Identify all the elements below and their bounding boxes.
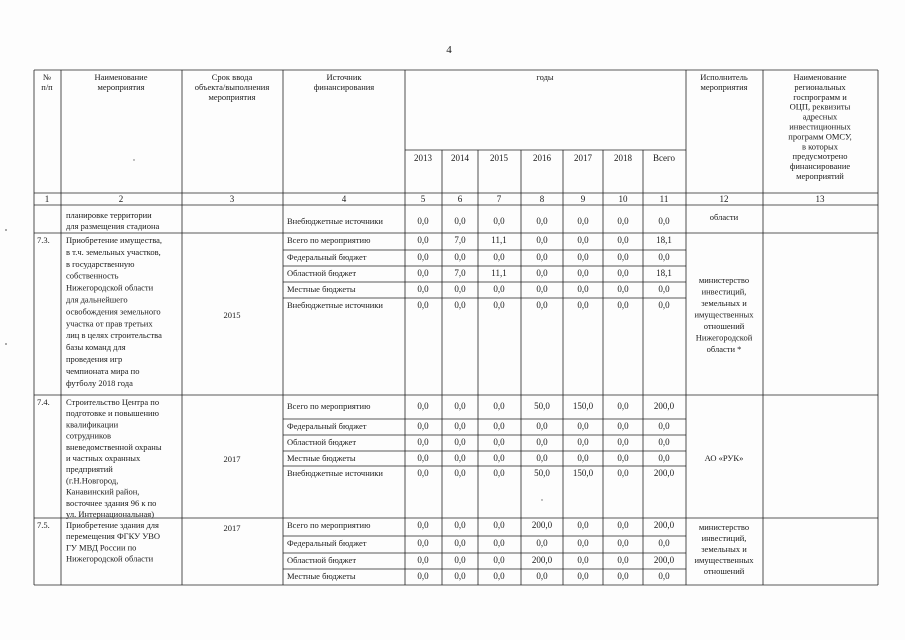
row_7_3-value: 0,0 <box>536 284 548 294</box>
row_7_3-executor-line: имущественных <box>694 309 754 320</box>
header-name-line1: Наименование <box>94 72 148 82</box>
row_7_5-value: 0,0 <box>536 538 548 548</box>
column-number: 7 <box>496 194 502 204</box>
row_7_3-value: 0,0 <box>417 268 429 278</box>
header-year-labels <box>414 153 676 163</box>
row_7_4-source-label: Всего по мероприятию <box>287 401 371 411</box>
row_7_3-source-label: Внебюджетные источники <box>287 300 383 310</box>
header-programs-line: инвестиционных <box>789 121 851 132</box>
header-term-line1: Срок ввода <box>211 72 253 82</box>
row_7_3-value: 0,0 <box>617 284 629 294</box>
row_7_3-name-line: лиц в целях строительства <box>66 330 162 341</box>
header-programs-line: предусмотрено <box>792 151 848 162</box>
row_7_5-name-line: перемещения ФГКУ УВО <box>66 531 161 542</box>
row_7_4-name-line: и частных охранных <box>66 453 141 463</box>
row_7_3-executor-line: инвестиций, <box>701 286 747 297</box>
header-years-title: годы <box>536 72 554 82</box>
row_7_5-value: 0,0 <box>658 571 670 581</box>
row_7_5-value: 0,0 <box>577 538 589 548</box>
row_7_3-value: 0,0 <box>493 252 505 262</box>
row-cont-value: 0,0 <box>658 216 670 226</box>
row_7_5-value: 200,0 <box>531 520 553 530</box>
row_7_3-name-line: для дальнейшего <box>66 294 128 305</box>
row-cont-name-line: планировке территории <box>66 210 152 220</box>
row_7_3-name-line: освобождения земельного <box>66 306 161 317</box>
row_7_3-executor-line: области * <box>706 344 742 354</box>
row_7_4-value: 0,0 <box>454 421 466 431</box>
row_7_3-term: 2015 <box>223 310 241 320</box>
row_7_3-value: 0,0 <box>617 235 629 245</box>
row_7_4-value: 0,0 <box>536 421 548 431</box>
row_7_4-name-line: подготовке и повышению <box>66 408 159 419</box>
row_7_3-value: 0,0 <box>577 235 589 245</box>
header-programs-line: региональных <box>794 81 846 92</box>
row_7_3-value: 0,0 <box>417 235 429 245</box>
row_7_3-value: 0,0 <box>536 268 548 278</box>
row_7_4-value: 0,0 <box>658 437 670 447</box>
row-cont-value: 0,0 <box>493 216 505 226</box>
row_7_3-executor-line: отношений <box>703 321 745 331</box>
year-header: 2018 <box>614 153 632 163</box>
row_7_3-source-label: Областной бюджет <box>287 268 357 278</box>
row-cont-executor: области <box>709 212 739 222</box>
row_7_3-value: 0,0 <box>577 284 589 294</box>
row_7_4-value: 0,0 <box>617 437 629 447</box>
row_7_3-value: 0,0 <box>577 300 589 310</box>
row_7_3-name-line: Нижегородской области <box>66 282 154 293</box>
row-cont-value: 0,0 <box>617 216 629 226</box>
row_7_5-value: 0,0 <box>417 520 429 530</box>
header-executor-line1: Исполнитель <box>700 72 748 82</box>
row_7_5-value: 0,0 <box>454 538 466 548</box>
row_7_3-source-label: Местные бюджеты <box>287 284 356 294</box>
row_7_3-value: 0,0 <box>417 300 429 310</box>
row_7_3-name-line: Приобретение имущества, <box>66 235 163 245</box>
row_7_3-value: 0,0 <box>658 284 670 294</box>
row_7_3-value: 0,0 <box>536 252 548 262</box>
row_7_4-value: 50,0 <box>534 468 550 478</box>
row_7_3-value: 0,0 <box>577 252 589 262</box>
row_7_5-term: 2017 <box>223 523 241 533</box>
row_7_3-value: 7,0 <box>454 268 466 278</box>
row_7_3-value: 18,1 <box>656 235 672 245</box>
row_7_4-value: 0,0 <box>536 437 548 447</box>
row_7_3-name-line: участка от прав третьих <box>66 318 153 329</box>
column-number: 6 <box>457 194 463 204</box>
header-source-line2: финансирования <box>313 82 375 92</box>
row_7_4-value: 150,0 <box>572 401 594 411</box>
row_7_4-value: 0,0 <box>577 437 589 447</box>
row_7_5-value: 0,0 <box>454 571 466 581</box>
row_7_5-value: 0,0 <box>617 571 629 581</box>
row_7_5-value: 0,0 <box>577 555 589 565</box>
row_7_3-value: 18,1 <box>656 268 672 278</box>
row_7_4-name-line: сотрудников <box>66 430 111 441</box>
row_7_4-value: 0,0 <box>658 453 670 463</box>
year-header: 2017 <box>574 153 592 163</box>
row_7_5-value: 200,0 <box>531 555 553 565</box>
row_7_4-value: 0,0 <box>454 468 466 478</box>
row_7_5-executor-line: инвестиций, <box>701 533 747 543</box>
year-header: 2015 <box>490 153 508 163</box>
row_7_4-executor-line: АО «РУК» <box>704 453 744 463</box>
column-numbers-row <box>45 194 825 204</box>
row_7_3-value: 0,0 <box>617 300 629 310</box>
column-number: 5 <box>420 194 426 204</box>
row_7_4-value: 0,0 <box>493 401 505 411</box>
column-number: 10 <box>618 194 628 204</box>
header-name-line2: мероприятия <box>97 82 145 92</box>
row_7_4-value: 0,0 <box>454 453 466 463</box>
row_7_4-name-line: предприятий <box>66 464 113 475</box>
row_7_5-value: 0,0 <box>417 571 429 581</box>
row_7_4-value: 0,0 <box>454 437 466 447</box>
row_7_3-value: 0,0 <box>454 284 466 294</box>
row_7_4-value: 0,0 <box>417 401 429 411</box>
row_7_4-name-line: Строительство Центра по <box>66 397 160 407</box>
column-number: 2 <box>118 194 124 204</box>
row_7_5-value: 0,0 <box>617 555 629 565</box>
column-number: 12 <box>719 194 729 204</box>
row_7_4-value: 0,0 <box>417 468 429 478</box>
column-number: 9 <box>580 194 586 204</box>
row_7_3-value: 0,0 <box>536 235 548 245</box>
header-term-line2: объекта/выполнения <box>194 82 270 92</box>
column-number: 11 <box>659 194 669 204</box>
row_7_4-value: 0,0 <box>417 437 429 447</box>
row_7_4-value: 0,0 <box>493 437 505 447</box>
row_7_3-source-label: Федеральный бюджет <box>287 252 367 262</box>
row_7_3-executor-line: Нижегородской <box>695 332 753 343</box>
row_7_5-executor-line: отношений <box>703 566 745 576</box>
row_7_5-executor-line: земельных и <box>701 544 747 554</box>
table-grid <box>34 70 878 585</box>
row_7_4-value: 0,0 <box>577 453 589 463</box>
row_7_3-value: 0,0 <box>493 300 505 310</box>
page-number: 4 <box>446 44 452 56</box>
row_7_5-value: 0,0 <box>493 571 505 581</box>
row_7_4-value: 0,0 <box>577 421 589 431</box>
row_7_4-value: 0,0 <box>454 401 466 411</box>
header-programs-line: программ ОМСУ, <box>788 131 852 142</box>
row_7_3-value: 0,0 <box>617 268 629 278</box>
row_7_4-source-label: Областной бюджет <box>287 437 357 447</box>
header-programs-line: в которых <box>801 141 839 152</box>
row_7_4-name-line: ул. Интернациональная) <box>66 509 155 519</box>
row_7_3-value: 0,0 <box>454 252 466 262</box>
row_7_4-name-line: (г.Н.Новгород, <box>66 475 119 486</box>
column-number: 3 <box>229 194 235 204</box>
row_7_4-value: 200,0 <box>653 468 675 478</box>
row_7_3-executor-line: земельных и <box>701 298 747 308</box>
row_7_3-name-line: проведения игр <box>66 354 123 364</box>
row_7_5-value: 0,0 <box>417 538 429 548</box>
row_7_3-value: 0,0 <box>658 300 670 310</box>
row_7_4-value: 0,0 <box>617 421 629 431</box>
row_7_3-value: 0,0 <box>454 300 466 310</box>
row_7_4-term: 2017 <box>223 454 241 464</box>
row_7_5-value: 200,0 <box>653 555 675 565</box>
header-term-line3: мероприятия <box>208 92 256 102</box>
header-programs <box>788 72 852 181</box>
row_7_4-value: 0,0 <box>617 468 629 478</box>
header-programs-line: ОЦП, реквизиты <box>789 101 851 112</box>
row_7_4-value: 0,0 <box>617 453 629 463</box>
row_7_5-source-label: Местные бюджеты <box>287 571 356 581</box>
row_7_5-value: 0,0 <box>577 520 589 530</box>
column-number: 8 <box>539 194 545 204</box>
header-programs-line: адресных <box>802 111 838 122</box>
row_7_3-executor-line: министерство <box>698 275 750 285</box>
year-header: 2014 <box>451 153 469 163</box>
row_7_5-value: 0,0 <box>454 520 466 530</box>
row_7_4-value: 0,0 <box>493 421 505 431</box>
row_7_5-source-label: Всего по мероприятию <box>287 520 371 530</box>
header-programs-line: госпрограмм и <box>793 91 847 102</box>
row_7_3-name-line: базы команд для <box>66 342 126 353</box>
row_7_3-value: 11,1 <box>491 268 507 278</box>
header-programs-line: финансирование <box>789 161 851 172</box>
row_7_4-value: 0,0 <box>658 421 670 431</box>
header-num-line1: № <box>42 72 52 82</box>
row_7_5-value: 0,0 <box>658 538 670 548</box>
row_7_4-value: 0,0 <box>417 421 429 431</box>
row_7_5-value: 0,0 <box>493 520 505 530</box>
row-cont-value: 0,0 <box>417 216 429 226</box>
row-cont-source: Внебюджетные источники <box>287 216 383 226</box>
row_7_3-name-line: чемпионата мира по <box>66 365 140 376</box>
row_7_5-value: 0,0 <box>617 520 629 530</box>
row_7_3-value: 0,0 <box>617 252 629 262</box>
row_7_5-value: 0,0 <box>536 571 548 581</box>
row-cont-name-line: для размещения стадиона <box>66 221 160 231</box>
row_7_3-num: 7.3. <box>37 235 50 245</box>
row_7_5-source-label: Областной бюджет <box>287 555 357 565</box>
row_7_3-value: 0,0 <box>417 252 429 262</box>
header-executor-line2: мероприятия <box>700 82 748 92</box>
row_7_3-value: 0,0 <box>658 252 670 262</box>
row_7_5-executor-line: имущественных <box>694 555 754 565</box>
row_7_3-value: 0,0 <box>417 284 429 294</box>
row_7_4-value: 0,0 <box>536 453 548 463</box>
row_7_4-num: 7.4. <box>37 397 50 407</box>
row_7_5-value: 0,0 <box>617 538 629 548</box>
row_7_4-name-line: восточнее здания 96 к по <box>66 497 157 508</box>
row_7_4-value: 50,0 <box>534 401 550 411</box>
row_7_4-name-line: Канавинский район, <box>66 486 140 497</box>
header-source-line1: Источник <box>326 72 362 82</box>
row_7_5-name-line: Приобретение здания для <box>66 520 159 530</box>
column-number: 4 <box>341 194 347 204</box>
row_7_3-name-line: футболу 2018 года <box>66 377 133 388</box>
row_7_4-value: 200,0 <box>653 401 675 411</box>
row_7_3-name-line: в государственную <box>66 258 135 269</box>
column-number: 1 <box>44 194 50 204</box>
row_7_5-value: 0,0 <box>577 571 589 581</box>
row_7_5-value: 0,0 <box>493 555 505 565</box>
year-header: Всего <box>652 153 676 163</box>
row_7_4-value: 0,0 <box>493 453 505 463</box>
row_7_5-name-line: Нижегородской области <box>66 553 154 564</box>
row_7_5-num: 7.5. <box>37 520 50 530</box>
row_7_4-value: 0,0 <box>417 453 429 463</box>
row_7_4-name-line: квалификации <box>66 419 119 430</box>
row-cont-value: 0,0 <box>454 216 466 226</box>
row_7_3-value: 0,0 <box>536 300 548 310</box>
row-cont-value: 0,0 <box>577 216 589 226</box>
row_7_4-value: 0,0 <box>493 468 505 478</box>
row-cont-value: 0,0 <box>536 216 548 226</box>
row_7_4-value: 150,0 <box>572 468 594 478</box>
row_7_3-value: 7,0 <box>454 235 466 245</box>
row_7_4-source-label: Федеральный бюджет <box>287 421 367 431</box>
row_7_4-value: 0,0 <box>617 401 629 411</box>
row_7_5-source-label: Федеральный бюджет <box>287 538 367 548</box>
year-header: 2016 <box>533 153 551 163</box>
row_7_3-source-label: Всего по мероприятию <box>287 235 371 245</box>
header-programs-line: мероприятий <box>796 171 844 181</box>
row_7_5-value: 0,0 <box>454 555 466 565</box>
table-header <box>41 72 852 204</box>
row_7_5-executor-line: министерство <box>698 522 750 532</box>
row_7_4-source-label: Местные бюджеты <box>287 453 356 463</box>
row_7_5-value: 0,0 <box>417 555 429 565</box>
row_7_3-value: 11,1 <box>491 235 507 245</box>
row_7_3-value: 0,0 <box>493 284 505 294</box>
column-number: 13 <box>815 194 825 204</box>
row_7_3-name-line: в т.ч. земельных участков, <box>66 246 161 257</box>
year-header: 2013 <box>414 153 432 163</box>
row_7_4-source-label: Внебюджетные источники <box>287 468 383 478</box>
header-num-line2: п/п <box>41 82 53 92</box>
row_7_3-value: 0,0 <box>577 268 589 278</box>
row_7_5-value: 0,0 <box>493 538 505 548</box>
header-programs-line: Наименование <box>793 72 847 82</box>
row_7_4-name-line: вневедомственной охраны <box>66 441 162 452</box>
row_7_3-name-line: собственность <box>66 270 119 281</box>
row_7_5-value: 200,0 <box>653 520 675 530</box>
row_7_5-name-line: ГУ МВД России по <box>66 542 137 553</box>
